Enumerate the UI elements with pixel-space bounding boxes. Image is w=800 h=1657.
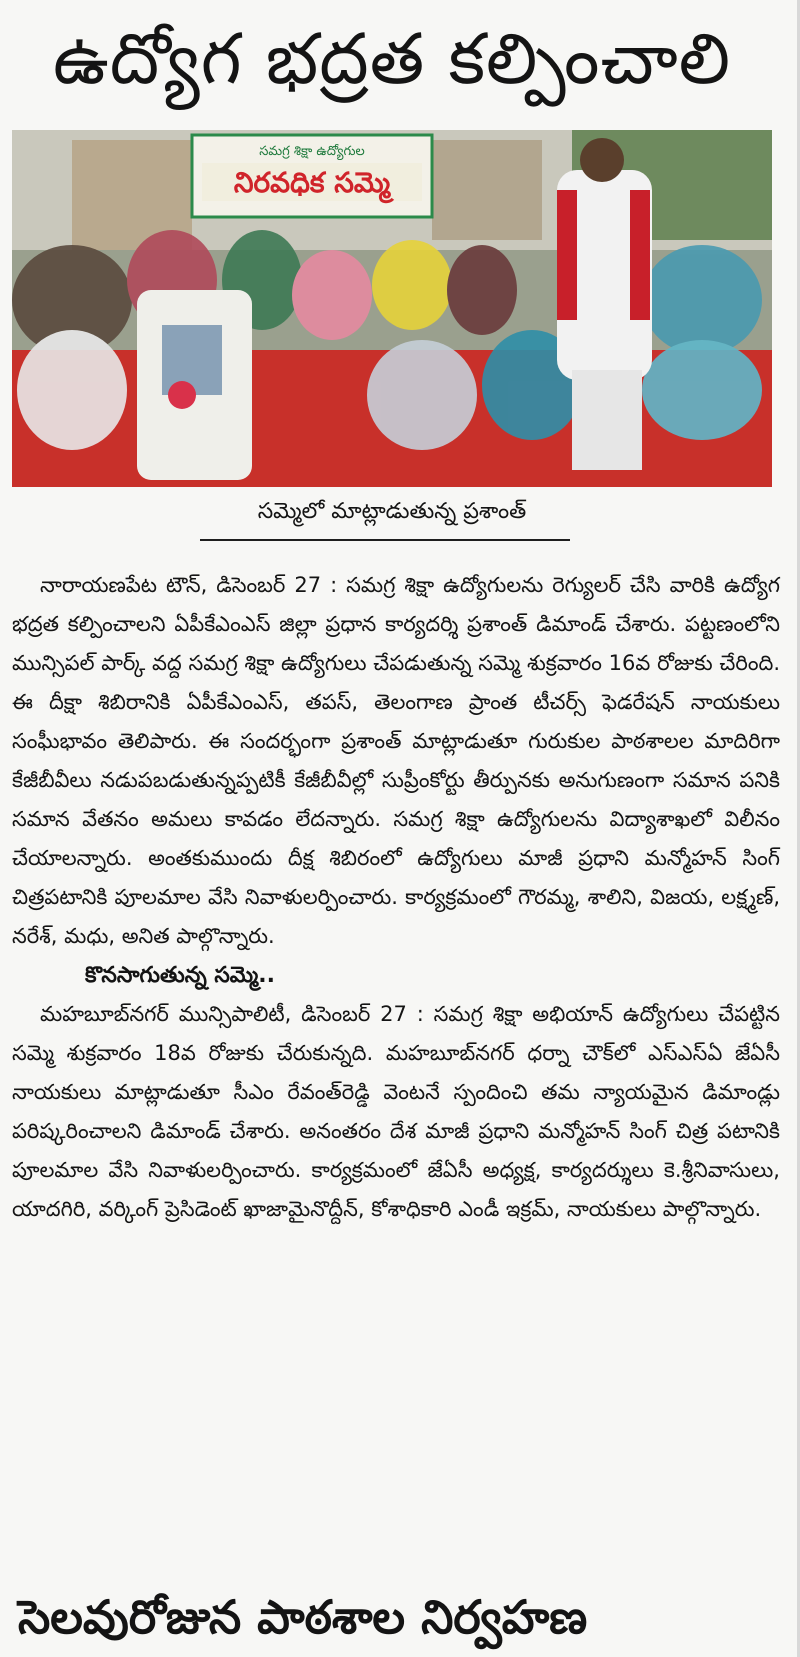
banner-top-text: సమగ్ర శిక్షా ఉద్యోగుల	[259, 144, 365, 159]
article-headline: ఉద్యోగ భద్రత కల్పించాలి	[52, 18, 732, 100]
article-paragraph-1: నారాయణపేట టౌన్, డిసెంబర్ 27 : సమగ్ర శిక్షా ఉద్యోగులను రెగ్యులర్ చేసి వారికి ఉద్యోగ భద్రత కల్పించాలని ఏపీకేఎంఎస్ జిల్లా ప్రధాన కార్యదర్శి ప్రశాంత్ డిమాండ్ చేశారు. పట్టణంలోని మున్సిపల్ పార్క్ వద్ద సమగ్ర శిక్షా ఉద్యోగులు చేపడుతున్న సమ్మె శుక్రవారం 16వ రోజుకు చేరింది. ఈ దీక్షా శిబిరానికి ఏపీకేఎంఎస్, తపస్, తెలంగాణ ప్రాంత టీచర్స్ ఫెడరేషన్ నాయకులు సంఘీభావం తెలిపారు. ఈ సందర్భంగా ప్రశాంత్ మాట్లాడుతూ గురుకుల పాఠశాలల మాదిరిగా కేజీబీవీలు నడుపబడుతున్నప్పటికీ కేజీబీవీల్లో సుప్రీంకోర్టు తీర్పునకు అనుగుణంగా సమాన పనికి సమాన వేతనం అమలు కావడం లేదన్నారు. సమగ్ర శిక్షా ఉద్యోగులను విద్యాశాఖలో విలీనం చేయాలన్నారు. అంతకుముందు దీక్ష శిబిరంలో ఉద్యోగులు మాజీ ప్రధాని మన్మోహన్ సింగ్ చిత్రపటానికి పూలమాల వేసి నివాళులర్పించారు. కార్యక్రమంలో గౌరమ్మ, శాలిని, విజయ, లక్ష్మణ్, నరేశ్, మధు, అనిత పాల్గొన్నారు.	[12, 573, 780, 948]
article-body	[12, 566, 780, 1229]
article-paragraph-2: మహబూబ్‌నగర్ మున్సిపాలిటీ, డిసెంబర్ 27 : సమగ్ర శిక్షా అభియాన్ ఉద్యోగులు చేపట్టిన సమ్మె శుక్రవారం 18వ రోజుకు చేరుకున్నది. మహబూబ్‌నగర్ ధర్నా చౌక్‌లో ఎస్ఎస్ఏ జేఏసీ నాయకులు మాట్లాడుతూ సీఎం రేవంత్‌రెడ్డి వెంటనే స్పందించి తమ న్యాయమైన డిమాండ్లు పరిష్కరించాలని డిమాండ్ చేశారు. అనంతరం దేశ మాజీ ప్రధాని మన్మోహన్ సింగ్ చిత్ర పటానికి పూలమాల వేసి నివాళులర్పించారు. కార్యక్రమంలో జేఏసీ అధ్యక్ష, కార్యదర్శులు కె.శ్రీనివాసులు, యాదగిరి, వర్కింగ్ ప్రెసిడెంట్ ఖాజామైనొద్దీన్, కోశాధికారి ఎండీ ఇక్రమ్, నాయకులు పాల్గొన్నారు.	[12, 1002, 780, 1221]
caption-underline	[200, 539, 570, 541]
article-subhead: కొనసాగుతున్న సమ్మె..	[85, 963, 275, 988]
article-photo	[12, 130, 772, 487]
next-article-headline: సెలవురోజున పాఠశాల నిర్వహణ	[18, 1590, 588, 1644]
banner-main-text: నిరవధిక సమ్మె	[233, 166, 391, 199]
photo-caption: సమ్మెలో మాట్లాడుతున్న ప్రశాంత్	[257, 499, 527, 524]
